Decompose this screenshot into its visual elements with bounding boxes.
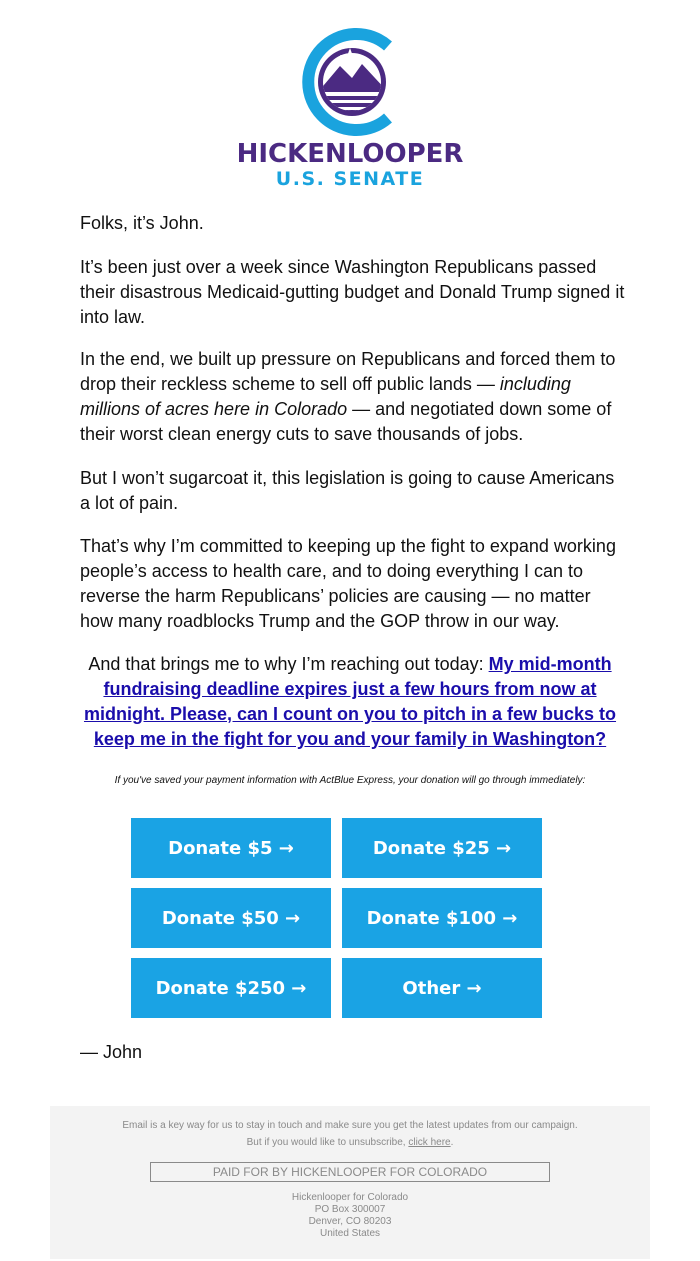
paragraph-pain bbox=[80, 466, 625, 516]
text-segment: In the end, we built up pressure on Republicans and forced them to drop their reckless scheme to sell off public lands — bbox=[80, 349, 616, 394]
mailing-address bbox=[50, 1192, 650, 1240]
address-line: PO Box 300007 bbox=[314, 1204, 386, 1215]
emphasis-text: including millions of acres here in Colorado bbox=[80, 374, 571, 419]
cta-donate-link[interactable]: My mid-month fundraising deadline expires just a few hours from now at midnight. Please, can I count on you to pitch in a few bucks to keep me in the fight for you and your family in Washington? bbox=[83, 654, 617, 749]
donate-other-button[interactable]: Other → bbox=[342, 958, 542, 1018]
footer-text: But if you would like to unsubscribe, bbox=[246, 1137, 409, 1148]
footer-unsubscribe-line bbox=[50, 1137, 650, 1148]
paragraph-public-lands bbox=[80, 347, 625, 447]
donate-25-button[interactable]: Donate $25 → bbox=[342, 818, 542, 878]
email-footer bbox=[50, 1106, 650, 1259]
actblue-note: If you've saved your payment information with ActBlue Express, your donation will go through immediately: bbox=[114, 775, 586, 786]
donate-5-button[interactable]: Donate $5 → bbox=[131, 818, 331, 878]
logo-subtitle: U.S. SENATE bbox=[275, 168, 425, 190]
greeting-text: Folks, it’s John. bbox=[80, 213, 204, 233]
donate-100-button[interactable]: Donate $100 → bbox=[342, 888, 542, 948]
paragraph-fight bbox=[80, 534, 625, 634]
donate-50-button[interactable]: Donate $50 → bbox=[131, 888, 331, 948]
paragraph-text: That’s why I’m committed to keeping up the fight to expand working people’s access to health care, and to doing everything I can to reverse the harm Republicans’ policies are causing — no matter how many roadblocks Trump and the GOP throw in our way. bbox=[80, 536, 616, 631]
text-segment: — and negotiated down some of their worst clean energy cuts to save thousands of jobs. bbox=[80, 399, 612, 444]
logo-wordmark: HICKENLOOPER bbox=[236, 139, 464, 169]
paragraph-text: But I won’t sugarcoat it, this legislation is going to cause Americans a lot of pain. bbox=[80, 468, 615, 513]
greeting bbox=[80, 211, 625, 236]
paragraph-text: It’s been just over a week since Washington Republicans passed their disastrous Medicaid-gutting budget and Donald Trump signed it into law. bbox=[80, 257, 625, 327]
call-to-action bbox=[70, 652, 630, 752]
footer-email-note: Email is a key way for us to stay in touch and make sure you get the latest updates from our campaign. bbox=[122, 1120, 578, 1131]
signoff: — John bbox=[80, 1042, 143, 1062]
address-line: United States bbox=[319, 1228, 381, 1239]
campaign-logo bbox=[0, 26, 700, 190]
paid-for-disclaimer: PAID FOR BY HICKENLOOPER FOR COLORADO bbox=[150, 1162, 550, 1182]
donate-250-button[interactable]: Donate $250 → bbox=[131, 958, 331, 1018]
mountain-logo-icon bbox=[300, 26, 400, 138]
cta-lead-text: And that brings me to why I’m reaching out today: bbox=[88, 654, 489, 674]
paragraph-text bbox=[80, 347, 625, 447]
paragraph-budget bbox=[80, 255, 625, 330]
unsubscribe-link[interactable]: click here bbox=[408, 1137, 451, 1148]
address-line: Hickenlooper for Colorado bbox=[291, 1192, 409, 1203]
address-line: Denver, CO 80203 bbox=[308, 1216, 392, 1227]
footer-text: . bbox=[450, 1137, 454, 1148]
